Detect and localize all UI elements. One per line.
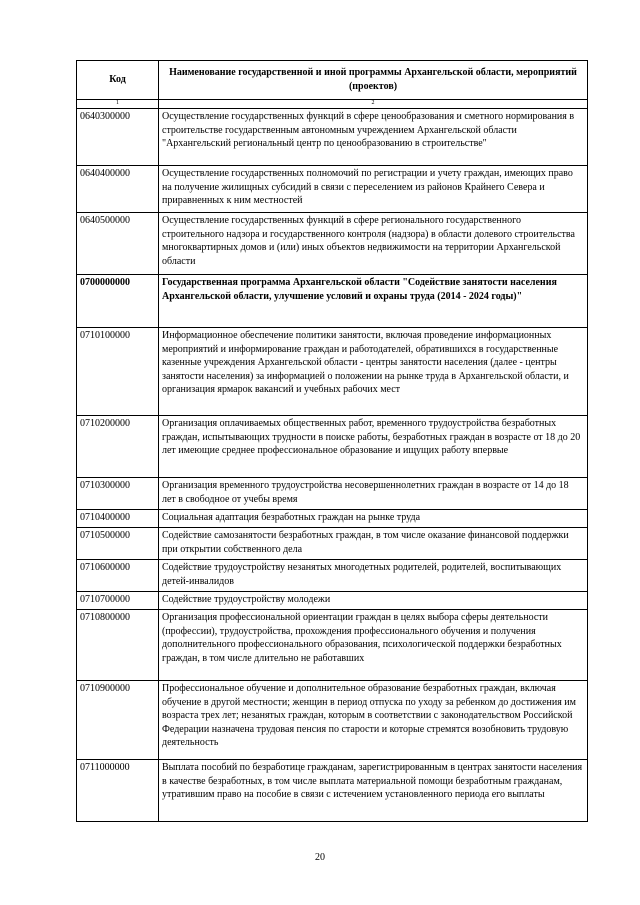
header-code: Код [77,61,159,100]
table-row [77,528,588,560]
page-number: 20 [315,852,325,863]
table-row [77,213,588,275]
row-code: 0710500000 [77,528,159,560]
programs-table [76,60,588,822]
table-row-program [77,275,588,328]
table-row [77,610,588,681]
row-name: Государственная программа Архангельской области "Содействие занятости населения Архангельской области, улучшение условий и охраны труда (2014 - 2024 годы)" [159,275,588,328]
row-code: 0710400000 [77,510,159,528]
table-row [77,760,588,822]
column-number-code: 1 [77,100,159,109]
table-row [77,560,588,592]
column-number-row [77,100,588,109]
row-code: 0640500000 [77,213,159,275]
table-row [77,109,588,166]
row-name: Организация оплачиваемых общественных работ, временного трудоустройства безработных граждан, испытывающих трудности в поиске работы, безработных граждан в возрасте от 18 до 20 лет имеющие среднее профессиональное образование и ищущих работу впервые [159,416,588,478]
row-name: Организация временного трудоустройства несовершеннолетних граждан в возрасте от 14 до 18 лет в свободное от учебы время [159,478,588,510]
header-name: Наименование государственной и иной программы Архангельской области, мероприятий (проектов) [159,61,588,100]
table-header-row [77,61,588,100]
row-code: 0710300000 [77,478,159,510]
table-row [77,166,588,213]
table-row [77,510,588,528]
row-name: Организация профессиональной ориентации граждан в целях выбора сферы деятельности (профессии), трудоустройства, прохождения профессионального обучения и получения дополнительного профессионального образования, психологической поддержки безработных граждан, в том числе длительно не работавших [159,610,588,681]
row-code: 0711000000 [77,760,159,822]
row-code: 0640300000 [77,109,159,166]
table-row [77,478,588,510]
row-name: Выплата пособий по безработице гражданам, зарегистрированным в центрах занятости населения в качестве безработных, в том числе выплата материальной помощи безработным гражданам, утратившим право на пособие в связи с истечением установленного периода его выплаты [159,760,588,822]
row-name: Содействие самозанятости безработных граждан, в том числе оказание финансовой поддержки при открытии собственного дела [159,528,588,560]
row-name: Профессиональное обучение и дополнительное образование безработных граждан, включая обучение в другой местности; женщин в период отпуска по уходу за ребенком до достижения им возраста трех лет; незанятых граждан, которым в соответствии с законодательством Российской Федерации назначена трудовая пенсия по старости и которые стремятся возобновить трудовую деятельность [159,681,588,760]
table-row [77,592,588,610]
row-code: 0700000000 [77,275,159,328]
row-name: Информационное обеспечение политики занятости, включая проведение информационных мероприятий и информирование граждан и работодателей, обратившихся в государственные казенные учреждения Архангельской области - центры занятости населения (далее - центры занятости населения) за информацией о положении на рынке труда в Архангельской области, и организация ярмарок вакансий и учебных рабочих мест [159,328,588,416]
row-name: Осуществление государственных функций в сфере ценообразования и сметного нормирования в строительстве государственным автономным учреждением Архангельской области "Архангельский региональный центр по ценообразованию в строительстве" [159,109,588,166]
row-name: Осуществление государственных полномочий по регистрации и учету граждан, имеющих право на получение жилищных субсидий в связи с переселением из районов Крайнего Севера и приравненных к ним местностей [159,166,588,213]
row-code: 0710600000 [77,560,159,592]
row-name: Содействие трудоустройству незанятых многодетных родителей, родителей, воспитывающих детей-инвалидов [159,560,588,592]
table-row [77,416,588,478]
table-row [77,328,588,416]
row-code: 0710100000 [77,328,159,416]
row-code: 0710800000 [77,610,159,681]
row-code: 0640400000 [77,166,159,213]
row-name: Осуществление государственных функций в сфере регионального государственного строительного надзора и государственного контроля (надзора) в области долевого строительства многоквартирных домов и (или) иных объектов недвижимости на территории Архангельской области [159,213,588,275]
row-code: 0710700000 [77,592,159,610]
table-row [77,681,588,760]
column-number-name: 2 [159,100,588,109]
row-code: 0710900000 [77,681,159,760]
row-name: Социальная адаптация безработных граждан на рынке труда [159,510,588,528]
row-name: Содействие трудоустройству молодежи [159,592,588,610]
row-code: 0710200000 [77,416,159,478]
